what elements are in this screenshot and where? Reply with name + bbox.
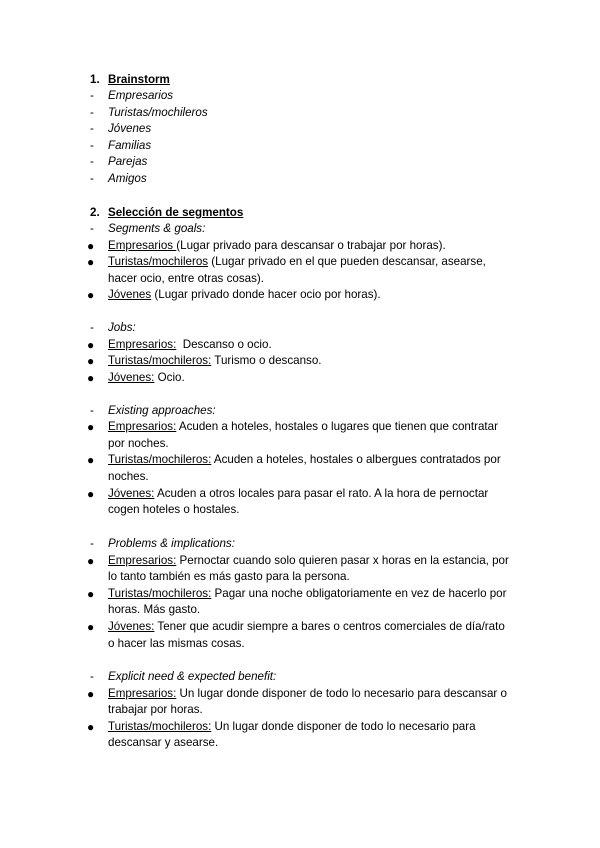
group-heading: Existing approaches: <box>108 404 216 417</box>
entry-text: Pernoctar cuando solo quieren pasar x horas en la estancia, por <box>176 554 509 567</box>
bullet-marker: ● <box>87 620 95 634</box>
dash-marker: - <box>90 172 94 185</box>
entry-line <box>108 486 488 503</box>
segment-name: Empresarios: <box>108 338 177 351</box>
segment-name: Turistas/mochileros: <box>108 720 212 733</box>
segment-name: Jóvenes: <box>108 487 155 500</box>
bullet-marker: ● <box>87 487 95 501</box>
entry-text: Acuden a hoteles, hostales o lugares que tienen que contratar <box>176 420 498 433</box>
brainstorm-item: Turistas/mochileros <box>108 106 208 119</box>
entry-line <box>108 419 498 436</box>
brainstorm-item: Empresarios <box>108 89 174 102</box>
bullet-marker: ● <box>87 587 95 601</box>
bullet-marker: ● <box>87 371 95 385</box>
section-1-title: Brainstorm <box>108 73 170 86</box>
segment-name: Turistas/mochileros: <box>108 587 212 600</box>
segment-name: Empresarios <box>108 239 177 252</box>
brainstorm-item: Amigos <box>108 172 147 185</box>
dash-marker: - <box>90 122 94 135</box>
segment-name: Jóvenes <box>108 288 152 301</box>
brainstorm-item: Jóvenes <box>108 122 152 135</box>
dash-marker: - <box>90 106 94 119</box>
entry-continuation: trabajar por horas. <box>108 703 203 716</box>
segment-name: Jóvenes: <box>108 371 155 384</box>
entry-line <box>108 287 381 304</box>
bullet-marker: ● <box>87 255 95 269</box>
group-heading: Segments & goals: <box>108 222 206 235</box>
segment-name: Jóvenes: <box>108 620 155 633</box>
entry-text: Un lugar donde disponer de todo lo necesario para <box>211 720 476 733</box>
dash-marker: - <box>90 155 94 168</box>
bullet-marker: ● <box>87 354 95 368</box>
group-heading: Problems & implications: <box>108 537 235 550</box>
entry-text: Acuden a hoteles, hostales o albergues contratados por <box>211 453 501 466</box>
entry-line <box>108 254 486 271</box>
entry-text: Ocio. <box>154 371 185 384</box>
segment-name: Turistas/mochileros: <box>108 453 212 466</box>
entry-text: Un lugar donde disponer de todo lo necesario para descansar o <box>176 687 507 700</box>
section-2-number: 2. <box>90 206 100 219</box>
entry-line <box>108 619 505 636</box>
segment-name: Empresarios: <box>108 554 177 567</box>
bullet-marker: ● <box>87 554 95 568</box>
group-heading: Explicit need & expected benefit: <box>108 670 277 683</box>
entry-line <box>108 686 507 703</box>
dash-marker: - <box>90 670 94 683</box>
entry-text: Acuden a otros locales para pasar el rato. A la hora de pernoctar <box>154 487 489 500</box>
dash-marker: - <box>90 321 94 334</box>
group-heading: Jobs: <box>108 321 136 334</box>
dash-marker: - <box>90 89 94 102</box>
entry-text: Turismo o descanso. <box>211 354 322 367</box>
brainstorm-item: Familias <box>108 139 152 152</box>
segment-name: Turistas/mochileros <box>108 255 209 268</box>
dash-marker: - <box>90 537 94 550</box>
brainstorm-item: Parejas <box>108 155 148 168</box>
entry-continuation: lo tanto también es más gasto para la persona. <box>108 570 350 583</box>
entry-text: Descanso o ocio. <box>176 338 272 351</box>
section-2-title: Selección de segmentos <box>108 206 244 219</box>
entry-line <box>108 719 476 736</box>
entry-line <box>108 452 501 469</box>
entry-line <box>108 553 509 570</box>
entry-text: (Lugar privado en el que pueden descansar, asearse, <box>208 255 486 268</box>
bullet-marker: ● <box>87 338 95 352</box>
segment-name: Empresarios: <box>108 687 177 700</box>
entry-line <box>108 337 272 354</box>
entry-line <box>108 586 507 603</box>
entry-continuation: noches. <box>108 470 149 483</box>
entry-continuation: o hacer las mismas cosas. <box>108 637 245 650</box>
dash-marker: - <box>90 139 94 152</box>
entry-line <box>108 370 185 387</box>
segment-name: Turistas/mochileros: <box>108 354 212 367</box>
entry-text: (Lugar privado para descansar o trabajar por horas). <box>176 239 446 252</box>
bullet-marker: ● <box>87 420 95 434</box>
bullet-marker: ● <box>87 687 95 701</box>
dash-marker: - <box>90 404 94 417</box>
dash-marker: - <box>90 222 94 235</box>
entry-text: Pagar una noche obligatoriamente en vez de hacerlo por <box>211 587 507 600</box>
entry-line <box>108 353 322 370</box>
entry-continuation: cogen hoteles o hostales. <box>108 503 240 516</box>
bullet-marker: ● <box>87 720 95 734</box>
entry-line <box>108 238 446 255</box>
entry-continuation: descansar y asearse. <box>108 736 219 749</box>
entry-text: (Lugar privado donde hacer ocio por horas). <box>151 288 381 301</box>
bullet-marker: ● <box>87 239 95 253</box>
section-1-number: 1. <box>90 73 100 86</box>
segment-name: Empresarios: <box>108 420 177 433</box>
bullet-marker: ● <box>87 288 95 302</box>
bullet-marker: ● <box>87 453 95 467</box>
entry-continuation: horas. Más gasto. <box>108 603 201 616</box>
entry-continuation: hacer ocio, entre otras cosas). <box>108 272 264 285</box>
entry-text: Tener que acudir siempre a bares o centros comerciales de día/rato <box>154 620 505 633</box>
entry-continuation: por noches. <box>108 437 169 450</box>
